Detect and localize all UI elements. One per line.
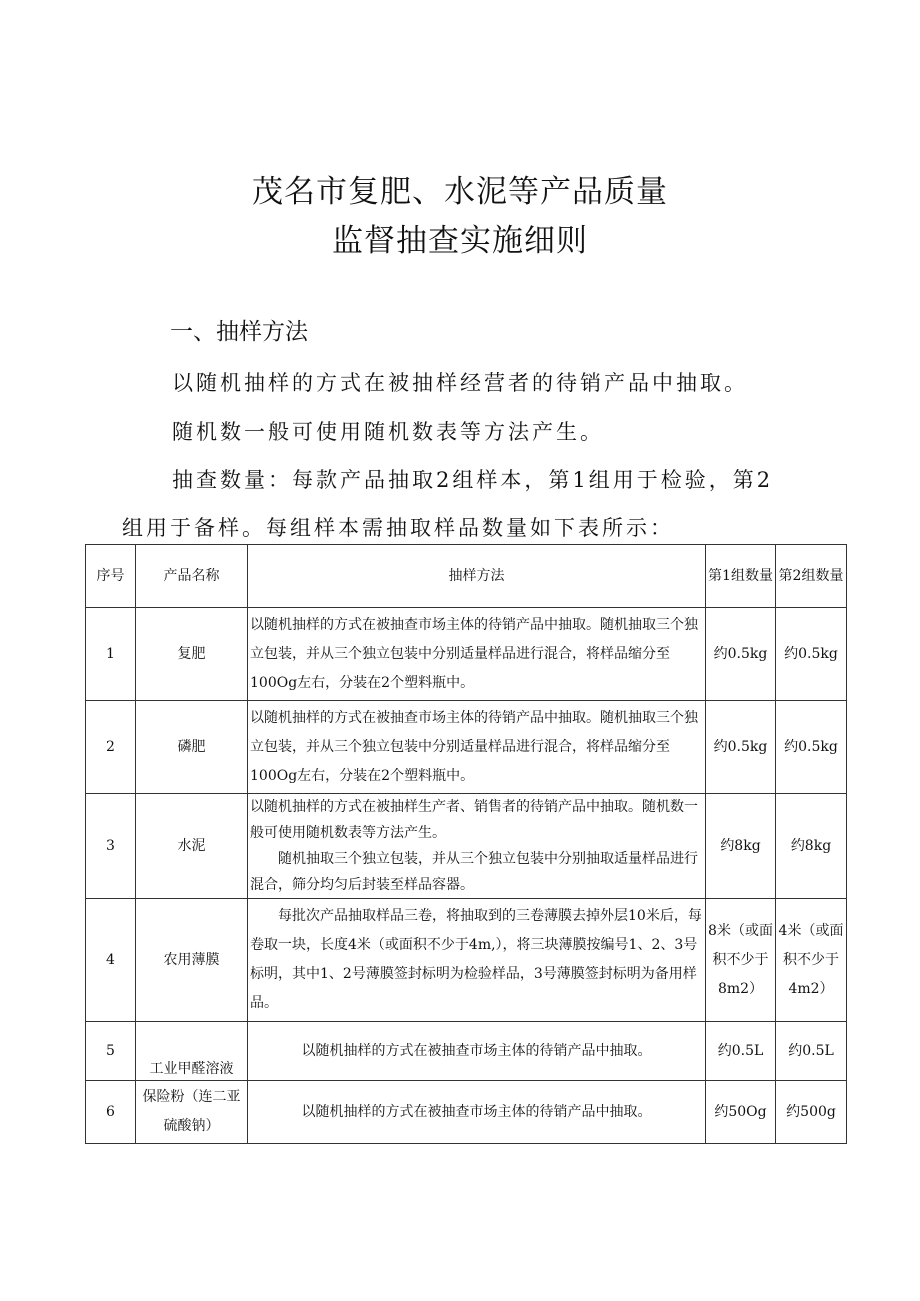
row-group1-quantity: 约0.5kg (706, 701, 776, 794)
row-seq: 3 (86, 794, 136, 899)
method-paragraph-2: 随机抽取三个独立包装，并从三个独立包装中分别抽取适量样品进行混合，筛分均匀后封装至样品容器。 (250, 851, 698, 893)
table-header-row (86, 545, 847, 608)
row-group1-quantity: 约0.5L (706, 1022, 776, 1081)
header-group2-quantity: 第2组数量 (776, 545, 847, 608)
paragraph-sampling-method: 以随机抽样的方式在被抽样经营者的待销产品中抽取。 (172, 371, 748, 395)
table-row (86, 899, 847, 1022)
row-seq: 6 (86, 1081, 136, 1144)
row-group2-quantity: 约0.5L (776, 1022, 847, 1081)
row-product-name: 农用薄膜 (136, 899, 248, 1022)
row-group1-quantity: 约50Og (706, 1081, 776, 1144)
row-group1-quantity: 约0.5kg (706, 608, 776, 701)
table-row (86, 794, 847, 899)
table-row (86, 608, 847, 701)
header-product-name: 产品名称 (136, 545, 248, 608)
document-title-line2: 监督抽查实施细则 (332, 223, 588, 259)
row-seq: 2 (86, 701, 136, 794)
row-sampling-method (248, 794, 706, 899)
row-seq: 1 (86, 608, 136, 701)
row-product-name: 磷肥 (136, 701, 248, 794)
row-group2-quantity: 约0.5kg (776, 608, 847, 701)
row-seq: 5 (86, 1022, 136, 1081)
row-sampling-method: 以随机抽样的方式在被抽查市场主体的待销产品中抽取。 (248, 1022, 706, 1081)
document-title-line1: 茂名市复肥、水泥等产品质量 (252, 174, 668, 210)
paragraph-quantity-line1: 抽查数量：每款产品抽取2组样本，第1组用于检验，第2 (172, 468, 774, 492)
table-row (86, 701, 847, 794)
row-product-name: 工业甲醛溶液 (136, 1022, 248, 1081)
row-sampling-method: 以随机抽样的方式在被抽查市场主体的待销产品中抽取。随机抽取三个独立包装，并从三个独立包装中分别适量样品进行混合，将样品缩分至100Og左右，分装在2个塑料瓶中。 (248, 701, 706, 794)
paragraph-random-number: 随机数一般可使用随机数表等方法产生。 (172, 420, 604, 444)
row-seq: 4 (86, 899, 136, 1022)
row-sampling-method: 以随机抽样的方式在被抽查市场主体的待销产品中抽取。随机抽取三个独立包装，并从三个独立包装中分别适量样品进行混合，将样品缩分至100Og左右，分装在2个塑料瓶中。 (248, 608, 706, 701)
sampling-table (85, 544, 847, 1144)
method-paragraph-1: 以随机抽样的方式在被抽样生产者、销售者的待销产品中抽取。随机数一般可使用随机数表等方法产生。 (250, 799, 698, 841)
row-product-name: 复肥 (136, 608, 248, 701)
row-sampling-method: 每批次产品抽取样品三卷，将抽取到的三卷薄膜去掉外层10米后，每卷取一块，长度4米（或面积不少于4m,），将三块薄膜按编号1、2、3号标明，其中1、2号薄膜签封标明为检验样品，3号薄膜签封标明为备用样品。 (248, 899, 706, 1022)
header-group1-quantity: 第1组数量 (706, 545, 776, 608)
row-group2-quantity: 约8kg (776, 794, 847, 899)
row-group2-quantity: 约0.5kg (776, 701, 847, 794)
table-row (86, 1081, 847, 1144)
paragraph-quantity-line2: 组用于备样。每组样本需抽取样品数量如下表所示： (122, 516, 674, 540)
row-sampling-method: 以随机抽样的方式在被抽查市场主体的待销产品中抽取。 (248, 1081, 706, 1144)
table-row (86, 1022, 847, 1081)
section-heading-sampling-method: 一、抽样方法 (170, 319, 308, 345)
row-group2-quantity: 4米（或面积不少于4m2） (776, 899, 847, 1022)
header-sampling-method: 抽样方法 (248, 545, 706, 608)
row-group1-quantity: 8米（或面积不少于8m2） (706, 899, 776, 1022)
row-group1-quantity: 约8kg (706, 794, 776, 899)
header-seq: 序号 (86, 545, 136, 608)
row-product-name: 保险粉（连二亚硫酸钠） (136, 1081, 248, 1144)
row-group2-quantity: 约500g (776, 1081, 847, 1144)
row-product-name: 水泥 (136, 794, 248, 899)
